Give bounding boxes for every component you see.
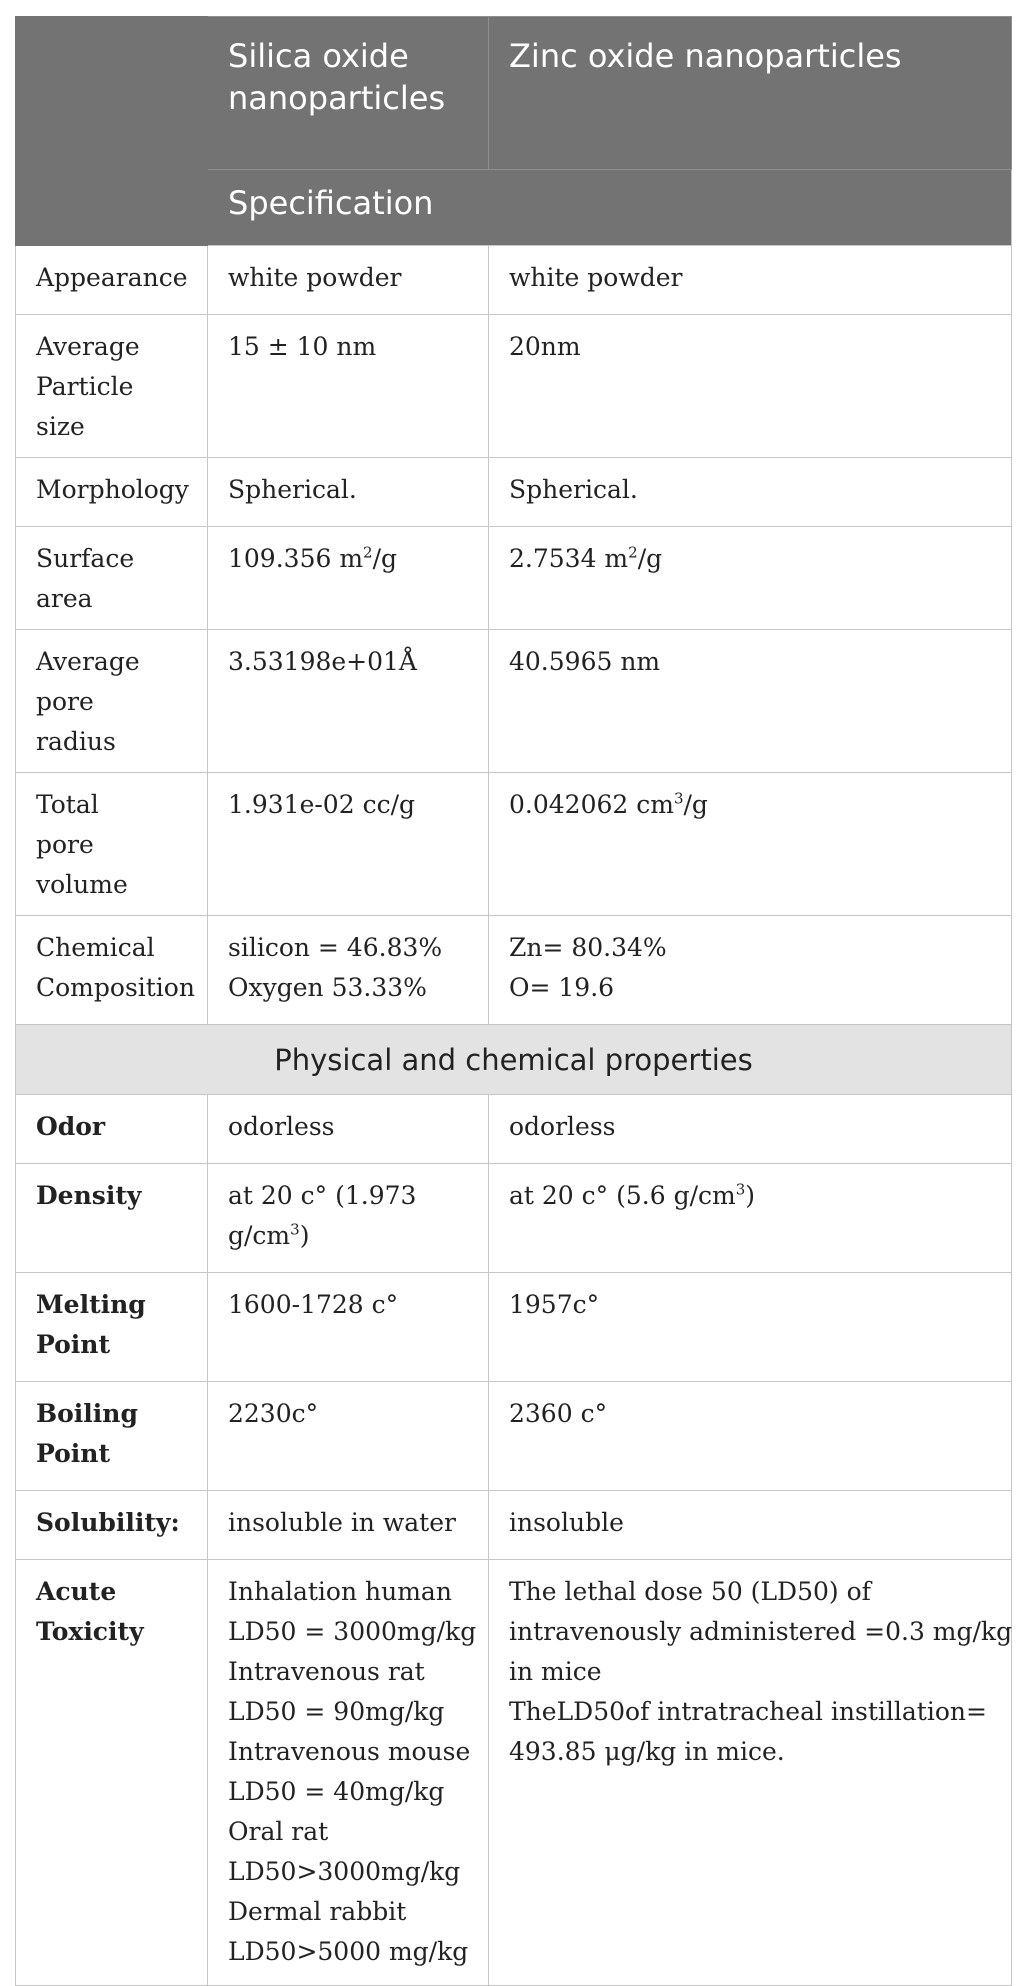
row-label	[16, 315, 208, 458]
row-label	[16, 1382, 208, 1491]
value-main: at 20 c° (5.6 g/cm	[509, 1181, 736, 1210]
value-line: in mice	[509, 1657, 602, 1686]
zinc-value: Spherical.	[489, 458, 1012, 527]
zinc-value	[489, 1164, 1012, 1273]
header-row	[16, 17, 1012, 170]
zinc-value	[489, 1560, 1012, 1986]
silica-value: 15 ± 10 nm	[208, 315, 489, 458]
value-sup: 3	[673, 789, 684, 808]
row-label: Solubility:	[16, 1491, 208, 1560]
silica-value: Spherical.	[208, 458, 489, 527]
silica-value: white powder	[208, 246, 489, 315]
table-row	[16, 1095, 1012, 1164]
header-silica: Silica oxide nanoparticles	[208, 17, 489, 170]
value-line: Inhalation human	[228, 1577, 452, 1606]
value-line: The lethal dose 50 (LD50) of	[509, 1577, 871, 1606]
value-main: at 20 c° (1.973 g/cm	[228, 1181, 417, 1250]
section-row	[16, 1025, 1012, 1095]
table-row	[16, 315, 1012, 458]
value-line: Intravenous mouse	[228, 1737, 471, 1766]
value-line: LD50>3000mg/kg	[228, 1857, 461, 1886]
value-main: 2.7534 m	[509, 544, 629, 573]
zinc-value: insoluble	[489, 1491, 1012, 1560]
row-label: Surface area	[16, 527, 208, 630]
table-row	[16, 458, 1012, 527]
value-main: 109.356 m	[228, 544, 364, 573]
row-label: Chemical Composition	[16, 916, 208, 1025]
value-line: intravenously administered =0.3 mg/kg	[509, 1617, 1013, 1646]
value-line: Oral rat	[228, 1817, 329, 1846]
value-line: LD50 = 3000mg/kg	[228, 1617, 477, 1646]
row-label-text: Average pore radius	[36, 647, 140, 756]
value-sup: 2	[363, 543, 373, 562]
section-title: Physical and chemical properties	[16, 1025, 1012, 1095]
value-sup: 3	[290, 1220, 300, 1239]
value-line: LD50 = 90mg/kg	[228, 1697, 445, 1726]
table-row	[16, 1382, 1012, 1491]
value-tail: )	[299, 1221, 310, 1250]
value-tail: /g	[372, 544, 398, 573]
header-corner-cell	[16, 17, 208, 246]
value-line: LD50>5000 mg/kg	[228, 1937, 469, 1966]
row-label	[16, 1273, 208, 1382]
table-row	[16, 1491, 1012, 1560]
row-label	[16, 1560, 208, 1986]
table-row	[16, 630, 1012, 773]
zinc-value	[489, 773, 1012, 916]
table-row	[16, 916, 1012, 1025]
table-row	[16, 1560, 1012, 1986]
silica-value: 1600-1728 c°	[208, 1273, 489, 1382]
zinc-value: odorless	[489, 1095, 1012, 1164]
zinc-value: 40.5965 nm	[489, 630, 1012, 773]
row-label	[16, 773, 208, 916]
properties-table	[15, 16, 1012, 1986]
value-line: silicon = 46.83%	[228, 933, 443, 962]
zinc-value: 20nm	[489, 315, 1012, 458]
value-line: O= 19.6	[509, 973, 615, 1002]
zinc-value: white powder	[489, 246, 1012, 315]
value-tail: )	[745, 1181, 756, 1210]
zinc-value: 2360 c°	[489, 1382, 1012, 1491]
value-sup: 3	[735, 1180, 746, 1199]
value-line: Intravenous rat	[228, 1657, 425, 1686]
value-main: 0.042062 cm	[509, 790, 674, 819]
table-row	[16, 1164, 1012, 1273]
zinc-value	[489, 527, 1012, 630]
value-tail: /g	[637, 544, 663, 573]
silica-value	[208, 527, 489, 630]
table-row	[16, 773, 1012, 916]
silica-value: insoluble in water	[208, 1491, 489, 1560]
row-label-text: Total pore volume	[36, 790, 128, 899]
value-line: TheLD50of intratracheal instillation=	[509, 1697, 987, 1726]
silica-value	[208, 916, 489, 1025]
header-zinc: Zinc oxide nanoparticles	[489, 17, 1012, 170]
table-row	[16, 527, 1012, 630]
zinc-value	[489, 916, 1012, 1025]
value-sup: 2	[628, 543, 638, 562]
value-line: Dermal rabbit	[228, 1897, 407, 1926]
value-line: Oxygen 53.33%	[228, 973, 427, 1002]
silica-value	[208, 1560, 489, 1986]
properties-table-container	[15, 16, 1011, 1986]
silica-value: 3.53198e+01Å	[208, 630, 489, 773]
header-specification: Specification	[208, 170, 1012, 246]
row-label: Morphology	[16, 458, 208, 527]
row-label-text: Acute Toxicity	[36, 1577, 144, 1646]
row-label: Density	[16, 1164, 208, 1273]
value-line: LD50 = 40mg/kg	[228, 1777, 445, 1806]
value-tail: /g	[683, 790, 708, 819]
zinc-value: 1957c°	[489, 1273, 1012, 1382]
silica-value: 2230c°	[208, 1382, 489, 1491]
table-row	[16, 1273, 1012, 1382]
row-label-text: Melting Point	[36, 1290, 146, 1359]
row-label-text: Boiling Point	[36, 1399, 138, 1468]
silica-value: 1.931e-02 cc/g	[208, 773, 489, 916]
row-label	[16, 630, 208, 773]
value-line: 493.85 μg/kg in mice.	[509, 1737, 785, 1766]
row-label-text: Average Particle size	[36, 332, 140, 441]
silica-value: odorless	[208, 1095, 489, 1164]
silica-value	[208, 1164, 489, 1273]
table-row	[16, 246, 1012, 315]
row-label: Appearance	[16, 246, 208, 315]
row-label: Odor	[16, 1095, 208, 1164]
value-line: Zn= 80.34%	[509, 933, 667, 962]
